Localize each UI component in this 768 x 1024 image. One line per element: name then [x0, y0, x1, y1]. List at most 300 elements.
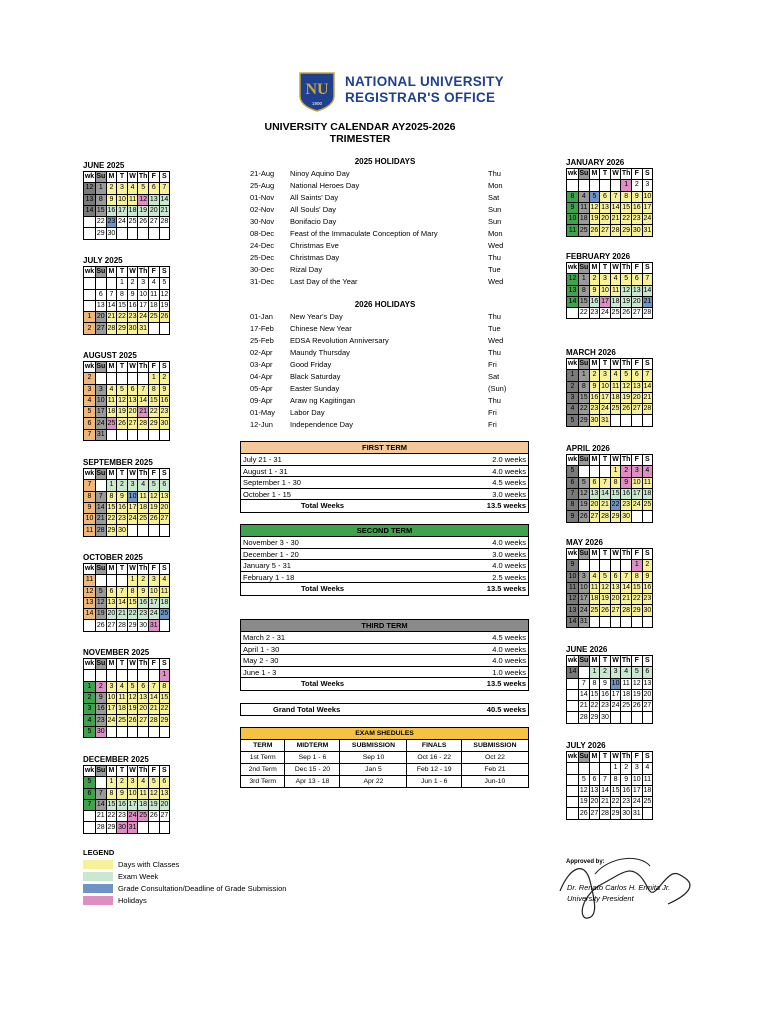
day-cell: 12 [127, 692, 138, 703]
weekday-header: Su [579, 263, 590, 274]
day-cell: 24 [642, 214, 653, 225]
day-cell: 3 [600, 370, 611, 381]
week-number: 9 [567, 511, 579, 522]
term-total-value: 13.5 weeks [486, 584, 526, 593]
day-cell: 29 [631, 605, 642, 616]
day-cell: 15 [610, 785, 621, 796]
day-cell: 3 [127, 777, 138, 788]
holidays-2026-title: 2026 HOLIDAYS [354, 300, 416, 309]
week-number: 6 [567, 477, 579, 488]
term-weeks: 4.0 weeks [492, 538, 526, 547]
holiday-name: National Heroes Day [290, 181, 360, 190]
day-cell [159, 525, 170, 536]
day-cell: 1 [106, 480, 117, 491]
term-weeks: 4.0 weeks [492, 466, 526, 476]
day-cell: 19 [148, 502, 159, 513]
weekday-header: S [642, 455, 653, 466]
day-cell: 5 [589, 191, 600, 202]
day-cell: 24 [579, 605, 590, 616]
weekday-header: W [127, 469, 138, 480]
day-cell: 6 [148, 183, 159, 194]
day-cell: 4 [138, 480, 149, 491]
day-cell: 17 [117, 205, 128, 216]
month-title: SEPTEMBER 2025 [83, 458, 153, 467]
day-cell: 31 [148, 620, 159, 631]
day-cell: 30 [621, 511, 632, 522]
day-cell: 16 [600, 689, 611, 700]
day-cell: 7 [600, 774, 611, 785]
week-number: 5 [84, 726, 96, 737]
weekday-header: wk [84, 469, 96, 480]
day-cell: 27 [138, 715, 149, 726]
weekday-header: F [631, 752, 642, 763]
week-number [567, 785, 579, 796]
day-cell [127, 670, 138, 681]
weekday-header: S [642, 549, 653, 560]
day-cell: 7 [148, 681, 159, 692]
day-cell: 25 [138, 811, 149, 822]
day-cell: 10 [600, 285, 611, 296]
week-number: 9 [567, 202, 579, 213]
term-box [240, 524, 529, 596]
day-cell: 15 [610, 488, 621, 499]
day-cell [579, 466, 590, 477]
day-cell: 13 [631, 381, 642, 392]
week-number: 14 [567, 616, 579, 627]
day-cell [159, 620, 170, 631]
day-cell: 8 [106, 788, 117, 799]
day-cell: 26 [579, 511, 590, 522]
holiday-row [250, 419, 510, 431]
day-cell: 17 [127, 502, 138, 513]
day-cell: 23 [621, 500, 632, 511]
weekday-header: W [127, 267, 138, 278]
weekday-header: M [589, 752, 600, 763]
day-cell: 6 [96, 289, 107, 300]
day-cell: 20 [138, 704, 149, 715]
weekday-header: M [589, 359, 600, 370]
month-grid [83, 266, 170, 335]
exam-schedule-header [241, 740, 529, 752]
holiday-row [250, 395, 510, 407]
day-cell: 10 [127, 491, 138, 502]
holiday-weekday: Wed [488, 241, 504, 250]
grand-total-value: 40.5 weeks [486, 705, 526, 714]
day-cell: 13 [642, 678, 653, 689]
day-cell: 18 [148, 300, 159, 311]
holiday-date: 25-Dec [250, 253, 275, 262]
day-cell: 27 [642, 701, 653, 712]
day-cell: 15 [106, 799, 117, 810]
day-cell: 27 [589, 808, 600, 819]
day-cell: 16 [631, 202, 642, 213]
weekday-header: S [642, 656, 653, 667]
week-number: 3 [84, 704, 96, 715]
week-number: 13 [84, 194, 96, 205]
day-cell: 28 [96, 822, 107, 833]
month-grid [83, 563, 170, 632]
week-row [567, 415, 653, 426]
week-row [567, 296, 653, 307]
weekday-header: Su [96, 469, 107, 480]
day-cell: 19 [589, 214, 600, 225]
day-cell: 6 [589, 477, 600, 488]
month-title: APRIL 2026 [566, 444, 610, 453]
holiday-row [250, 311, 510, 323]
week-row [84, 715, 170, 726]
day-cell: 6 [138, 681, 149, 692]
weekday-header: T [600, 656, 611, 667]
weekday-header: F [631, 656, 642, 667]
day-cell: 11 [642, 477, 653, 488]
day-cell [106, 726, 117, 737]
weekday-header: Su [96, 659, 107, 670]
weekday-header: M [589, 455, 600, 466]
week-row [84, 373, 170, 384]
week-row [567, 678, 653, 689]
day-cell: 9 [96, 692, 107, 703]
day-cell: 15 [117, 300, 128, 311]
day-cell: 15 [106, 502, 117, 513]
day-cell: 1 [621, 180, 632, 191]
term-row [241, 489, 528, 501]
day-cell: 15 [96, 205, 107, 216]
day-cell: 4 [106, 384, 117, 395]
holiday-weekday: Sun [488, 217, 502, 226]
day-cell: 11 [138, 491, 149, 502]
week-row [567, 808, 653, 819]
day-cell: 26 [127, 715, 138, 726]
day-cell: 21 [610, 214, 621, 225]
day-cell [148, 525, 159, 536]
day-cell: 23 [96, 715, 107, 726]
day-cell: 9 [642, 571, 653, 582]
day-cell [148, 822, 159, 833]
day-cell: 22 [621, 214, 632, 225]
holiday-date: 24-Dec [250, 241, 275, 250]
day-cell: 9 [106, 194, 117, 205]
month-grid [566, 262, 653, 319]
day-cell: 14 [621, 582, 632, 593]
day-cell: 20 [148, 205, 159, 216]
weekday-header: T [117, 766, 128, 777]
day-cell: 24 [631, 500, 642, 511]
week-row [567, 191, 653, 202]
day-cell: 16 [117, 502, 128, 513]
week-number [567, 808, 579, 819]
day-cell: 30 [159, 418, 170, 429]
weekday-header: Su [96, 564, 107, 575]
day-cell [621, 415, 632, 426]
week-row [567, 616, 653, 627]
week-number: 2 [84, 373, 96, 384]
day-cell: 6 [159, 777, 170, 788]
week-row [84, 217, 170, 228]
week-number: 14 [84, 609, 96, 620]
week-number: 11 [567, 582, 579, 593]
week-number [567, 701, 579, 712]
day-cell: 4 [117, 681, 128, 692]
day-cell: 22 [579, 308, 590, 319]
day-cell: 4 [159, 575, 170, 586]
day-cell: 13 [127, 395, 138, 406]
weekday-header: Su [96, 267, 107, 278]
week-row [84, 811, 170, 822]
weekday-header: Th [621, 656, 632, 667]
day-cell: 24 [148, 609, 159, 620]
day-cell: 31 [96, 429, 107, 440]
day-cell: 1 [96, 183, 107, 194]
week-number [84, 278, 96, 289]
day-cell: 10 [138, 289, 149, 300]
week-number: 8 [84, 491, 96, 502]
day-cell: 19 [579, 797, 590, 808]
day-cell: 10 [631, 774, 642, 785]
day-cell: 11 [106, 395, 117, 406]
day-cell: 30 [589, 415, 600, 426]
day-cell: 13 [148, 194, 159, 205]
holiday-date: 30-Dec [250, 265, 275, 274]
day-cell: 12 [579, 785, 590, 796]
weekday-header: W [610, 656, 621, 667]
day-cell [589, 560, 600, 571]
day-cell: 28 [159, 217, 170, 228]
holiday-weekday: Thu [488, 312, 501, 321]
month-title: MAY 2026 [566, 538, 603, 547]
weekday-header: F [148, 564, 159, 575]
logo-year: 1900 [311, 101, 323, 106]
day-cell: 21 [621, 594, 632, 605]
day-cell: 29 [579, 415, 590, 426]
holiday-weekday: Wed [488, 336, 504, 345]
day-cell: 13 [631, 285, 642, 296]
term-total-row [241, 678, 528, 690]
day-cell: 21 [600, 500, 611, 511]
week-row [84, 194, 170, 205]
day-cell [600, 180, 611, 191]
exam-cell: Sep 10 [340, 752, 407, 764]
term-total-label: Total Weeks [301, 584, 345, 593]
holiday-date: 30-Nov [250, 217, 275, 226]
weekday-header: F [631, 263, 642, 274]
weekday-header: T [117, 659, 128, 670]
day-cell: 27 [589, 511, 600, 522]
term-weeks: 4.0 weeks [492, 561, 526, 570]
week-row [84, 205, 170, 216]
week-number: 1 [84, 681, 96, 692]
day-cell: 15 [621, 202, 632, 213]
week-row [84, 777, 170, 788]
day-cell: 21 [138, 407, 149, 418]
week-number: 4 [84, 395, 96, 406]
week-number: 11 [567, 225, 579, 236]
day-cell: 6 [106, 586, 117, 597]
exam-cell: Dec 15 - 20 [285, 764, 340, 776]
day-cell: 17 [96, 407, 107, 418]
day-cell: 20 [610, 594, 621, 605]
day-cell: 9 [600, 678, 611, 689]
day-cell: 4 [138, 777, 149, 788]
month-grid [566, 655, 653, 724]
week-row [84, 597, 170, 608]
day-cell: 16 [106, 205, 117, 216]
term-period: November 3 - 30 [243, 538, 299, 547]
day-cell: 23 [106, 217, 117, 228]
weekday-header: F [148, 362, 159, 373]
day-cell [642, 511, 653, 522]
holiday-row [250, 264, 510, 276]
day-cell [117, 726, 128, 737]
exam-cell: Jan 5 [340, 764, 407, 776]
day-cell: 25 [159, 609, 170, 620]
day-cell: 6 [631, 370, 642, 381]
week-row [567, 797, 653, 808]
day-cell [138, 525, 149, 536]
month-title: JULY 2026 [566, 741, 606, 750]
day-cell: 28 [138, 418, 149, 429]
term-row [241, 454, 528, 466]
day-cell: 5 [579, 774, 590, 785]
day-cell: 3 [96, 384, 107, 395]
holiday-row [250, 192, 510, 204]
holiday-row [250, 228, 510, 240]
grand-total-box [240, 703, 529, 716]
day-cell: 15 [579, 392, 590, 403]
exam-column-header: TERM [241, 740, 285, 752]
day-cell [148, 429, 159, 440]
day-cell: 3 [600, 274, 611, 285]
day-cell: 30 [117, 822, 128, 833]
day-cell: 2 [159, 373, 170, 384]
day-cell: 19 [579, 500, 590, 511]
day-cell: 17 [600, 296, 611, 307]
day-cell: 10 [631, 477, 642, 488]
week-number: 7 [84, 480, 96, 491]
weekday-header: wk [84, 659, 96, 670]
term-weeks: 1.0 weeks [492, 667, 526, 677]
weekday-header: wk [567, 752, 579, 763]
weekday-header: S [159, 267, 170, 278]
calendar-subtitle: TRIMESTER [329, 133, 391, 145]
day-cell: 11 [138, 788, 149, 799]
day-cell: 15 [631, 582, 642, 593]
day-cell: 29 [96, 228, 107, 239]
term-period: February 1 - 18 [243, 572, 295, 582]
day-cell: 10 [642, 191, 653, 202]
day-cell: 13 [600, 202, 611, 213]
holiday-name: Bonifacio Day [290, 217, 337, 226]
day-cell: 19 [138, 205, 149, 216]
day-cell: 15 [579, 296, 590, 307]
day-cell: 27 [631, 308, 642, 319]
weekday-header: W [610, 752, 621, 763]
day-cell: 14 [159, 194, 170, 205]
signatory-title: University President [567, 894, 634, 903]
day-cell: 30 [96, 726, 107, 737]
day-cell: 22 [579, 404, 590, 415]
week-row [84, 429, 170, 440]
month-title: DECEMBER 2025 [83, 755, 149, 764]
exam-cell: Feb 12 - 19 [407, 764, 461, 776]
weekday-header: T [117, 362, 128, 373]
day-cell: 28 [642, 404, 653, 415]
term-weeks: 4.0 weeks [492, 644, 526, 654]
week-row [84, 726, 170, 737]
holiday-date: 03-Apr [250, 360, 273, 369]
day-cell: 24 [600, 308, 611, 319]
day-cell: 16 [117, 799, 128, 810]
day-cell: 4 [148, 278, 159, 289]
legend-swatch [83, 872, 113, 881]
holiday-weekday: Thu [488, 253, 501, 262]
weekday-header: wk [84, 564, 96, 575]
weekday-header: M [106, 362, 117, 373]
weekday-header: wk [567, 455, 579, 466]
holiday-row [250, 359, 510, 371]
exam-row [241, 752, 529, 764]
weekday-header: Th [621, 359, 632, 370]
day-cell: 14 [642, 285, 653, 296]
day-cell: 5 [159, 278, 170, 289]
term-total-value: 13.5 weeks [486, 679, 526, 688]
day-cell: 17 [148, 597, 159, 608]
exam-row [241, 776, 529, 788]
day-cell: 5 [621, 274, 632, 285]
holiday-row [250, 383, 510, 395]
day-cell: 3 [127, 480, 138, 491]
day-cell: 22 [96, 217, 107, 228]
holiday-date: 08-Dec [250, 229, 275, 238]
day-cell: 19 [117, 407, 128, 418]
term-total-row [241, 583, 528, 595]
month-grid [566, 751, 653, 820]
day-cell: 20 [589, 797, 600, 808]
weekday-header: Su [579, 455, 590, 466]
day-cell: 7 [621, 571, 632, 582]
day-cell: 5 [600, 571, 611, 582]
day-cell: 18 [106, 407, 117, 418]
week-number [84, 811, 96, 822]
weekday-header: F [148, 172, 159, 183]
weekday-header: Su [579, 656, 590, 667]
day-cell [600, 560, 611, 571]
weekday-header: Su [579, 359, 590, 370]
holiday-name: All Souls' Day [290, 205, 337, 214]
day-cell: 18 [642, 785, 653, 796]
day-cell: 1 [127, 575, 138, 586]
day-cell: 14 [117, 597, 128, 608]
week-number [84, 300, 96, 311]
day-cell: 25 [117, 715, 128, 726]
day-cell: 6 [642, 667, 653, 678]
holiday-name: Araw ng Kagitingan [290, 396, 356, 405]
day-cell: 27 [631, 404, 642, 415]
week-row [84, 704, 170, 715]
exam-cell: 1st Term [241, 752, 285, 764]
day-cell: 21 [642, 296, 653, 307]
day-cell: 16 [589, 392, 600, 403]
day-cell: 22 [610, 500, 621, 511]
weekday-header: wk [84, 362, 96, 373]
week-row [567, 560, 653, 571]
day-cell: 10 [579, 582, 590, 593]
day-cell: 16 [621, 488, 632, 499]
day-cell: 1 [589, 667, 600, 678]
weekday-header: F [631, 169, 642, 180]
day-cell [600, 763, 611, 774]
day-cell: 29 [148, 418, 159, 429]
day-cell: 7 [600, 477, 611, 488]
